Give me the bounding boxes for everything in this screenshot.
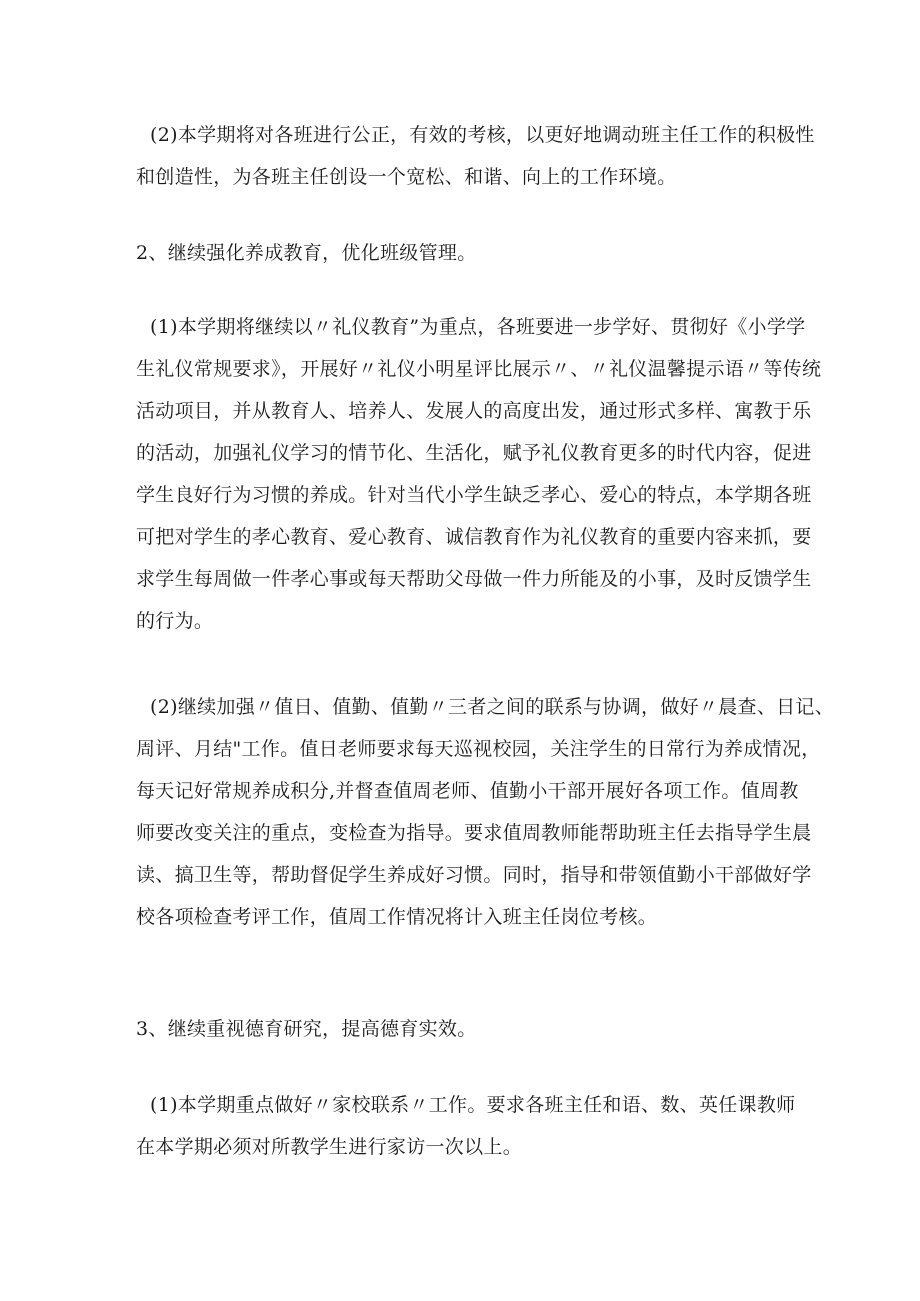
- text-line: 可把对学生的孝心教育、爱心教育、诚信教育作为礼仪教育的重要内容来抓，要: [136, 526, 812, 548]
- section-heading-2: [136, 232, 796, 274]
- text-line: 和创造性，为各班主任创设一个宽松、和谐、向上的工作环境。: [136, 166, 677, 188]
- text-line: 读、搞卫生等，帮助督促学生养成好习惯。同时，指导和带领值勤小干部做好学: [136, 864, 812, 886]
- text-line: 在本学期必须对所教学生进行家访一次以上。: [136, 1136, 523, 1158]
- text-line: 生礼仪常规要求》，开展好〃礼仪小明星评比展示〃、〃礼仪温馨提示语〃等传统: [136, 358, 822, 380]
- paragraph-assessment: [136, 114, 815, 198]
- text-line: 活动项目，并从教育人、培养人、发展人的高度出发，通过形式多样、寓教于乐: [136, 400, 812, 422]
- text-line: (2)本学期将对各班进行公正，有效的考核，以更好地调动班主任工作的积极性: [150, 124, 815, 146]
- text-line: (1)本学期将继续以〃礼仪教育”为重点，各班要进一步学好、贯彻好《小学学: [150, 316, 806, 338]
- text-line: 求学生每周做一件孝心事或每天帮助父母做一件力所能及的小事，及时反馈学生: [136, 568, 812, 590]
- paragraph-duty-coordination: [136, 686, 835, 938]
- paragraph-etiquette-education: [136, 306, 822, 642]
- text-line: 的行为。: [136, 610, 214, 632]
- text-line: 的活动，加强礼仪学习的情节化、生活化，赋予礼仪教育更多的时代内容，促进: [136, 442, 812, 464]
- text-line: 3、继续重视德育研究，提高德育实效。: [136, 1018, 477, 1040]
- text-line: (2)继续加强〃值日、值勤、值勤〃三者之间的联系与协调，做好〃晨查、日记、: [150, 696, 835, 718]
- text-line: (1)本学期重点做好〃家校联系〃工作。要求各班主任和语、数、英任课教师: [150, 1094, 796, 1116]
- text-line: 师要改变关注的重点，变检查为指导。要求值周教师能帮助班主任去指导学生晨: [136, 822, 812, 844]
- text-line: 校各项检查考评工作，值周工作情况将计入班主任岗位考核。: [136, 906, 658, 928]
- text-line: 周评、月结"工作。值日老师要求每天巡视校园，关注学生的日常行为养成情况，: [136, 738, 821, 760]
- paragraph-home-school-contact: [136, 1084, 796, 1168]
- text-line: 学生良好行为习惯的养成。针对当代小学生缺乏孝心、爱心的特点，本学期各班: [136, 484, 812, 506]
- text-line: 每天记好常规养成积分,并督查值周老师、值勤小干部开展好各项工作。值周教: [136, 780, 799, 802]
- section-heading-3: [136, 1008, 796, 1050]
- text-line: 2、继续强化养成教育，优化班级管理。: [136, 242, 477, 264]
